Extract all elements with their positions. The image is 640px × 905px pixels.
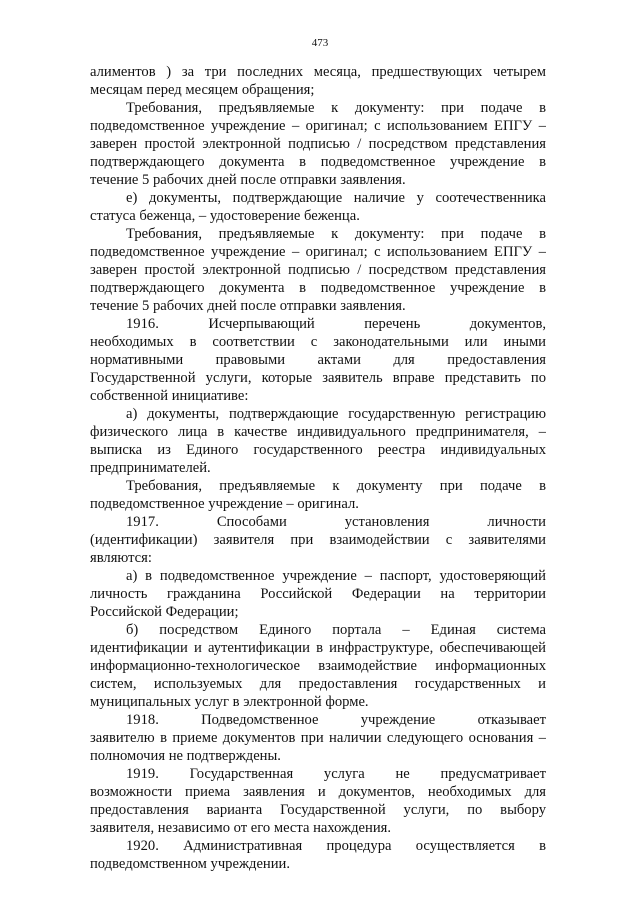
text-line: систем, используемых для предоставления государственных и xyxy=(90,676,546,692)
text-line: течение 5 рабочих дней после отправки заявления. xyxy=(90,172,406,188)
text-line: (идентификации) заявителя при взаимодействии с заявителями xyxy=(90,532,546,548)
text-line: подтверждающего документа в подведомственное учреждение в xyxy=(90,280,546,296)
text-line: 1918. Подведомственное учреждение отказывает xyxy=(126,712,546,728)
text-line: е) документы, подтверждающие наличие у соотечественника xyxy=(126,190,546,206)
text-line: а) документы, подтверждающие государственную регистрацию xyxy=(126,406,546,422)
text-line: подведомственное учреждение – оригинал; с использованием ЕПГУ – xyxy=(90,118,546,134)
text-line: заявителя, независимо от его места нахождения. xyxy=(90,820,392,836)
text-line: выписка из Единого государственного реестра индивидуальных xyxy=(90,442,546,458)
text-line: муниципальных услуг в электронной форме. xyxy=(90,694,369,710)
text-line: подтверждающего документа в подведомственное учреждение в xyxy=(90,154,546,170)
text-line: подведомственное учреждение – оригинал. xyxy=(90,496,359,512)
text-line: подведомственном учреждении. xyxy=(90,856,291,872)
text-line: личность гражданина Российской Федерации на территории xyxy=(90,586,546,602)
text-line: подведомственное учреждение – оригинал; с использованием ЕПГУ – xyxy=(90,244,546,260)
text-line: заявителю в приеме документов при наличии следующего основания – xyxy=(90,730,546,746)
text-line: месяцам перед месяцем обращения; xyxy=(90,82,315,98)
body-text xyxy=(90,63,546,873)
text-line: статуса беженца, – удостоверение беженца. xyxy=(90,208,360,224)
text-line: Российской Федерации; xyxy=(90,604,239,620)
text-line: 1917. Способами установления личности xyxy=(126,514,546,530)
text-line: нормативными правовыми актами для предоставления xyxy=(90,352,546,368)
text-line: Государственной услуги, которые заявитель вправе представить по xyxy=(90,370,546,386)
text-line: 1920. Административная процедура осуществляется в xyxy=(126,838,546,854)
text-line: являются: xyxy=(90,550,152,566)
text-line: Требования, предъявляемые к документу при подаче в xyxy=(126,478,546,494)
text-line: б) посредством Единого портала – Единая система xyxy=(126,622,546,638)
text-line: необходимых в соответствии с законодательными или иными xyxy=(90,334,546,350)
text-line: собственной инициативе: xyxy=(90,388,249,404)
text-line: заверен простой электронной подписью / посредством представления xyxy=(90,136,546,152)
text-line: алиментов ) за три последних месяца, предшествующих четырем xyxy=(90,64,546,80)
text-line: предпринимателей. xyxy=(90,460,211,476)
page-number: 473 xyxy=(311,37,329,49)
text-line: а) в подведомственное учреждение – паспорт, удостоверяющий xyxy=(126,568,546,584)
text-line: 1916. Исчерпывающий перечень документов, xyxy=(126,316,546,332)
text-line: заверен простой электронной подписью / посредством представления xyxy=(90,262,546,278)
text-line: полномочия не подтверждены. xyxy=(90,748,281,764)
text-line: Требования, предъявляемые к документу: при подаче в xyxy=(126,226,546,242)
text-line: физического лица в качестве индивидуального предпринимателя, – xyxy=(90,424,546,440)
text-line: предоставления варианта Государственной услуги, по выбору xyxy=(90,802,546,818)
text-line: идентификации и аутентификации в инфраструктуре, обеспечивающей xyxy=(90,640,546,656)
text-line: течение 5 рабочих дней после отправки заявления. xyxy=(90,298,406,314)
text-line: Требования, предъявляемые к документу: при подаче в xyxy=(126,100,546,116)
text-line: 1919. Государственная услуга не предусматривает xyxy=(126,766,546,782)
text-line: возможности приема заявления и документов, необходимых для xyxy=(90,784,546,800)
text-line: информационно-технологическое взаимодействие информационных xyxy=(90,658,546,674)
